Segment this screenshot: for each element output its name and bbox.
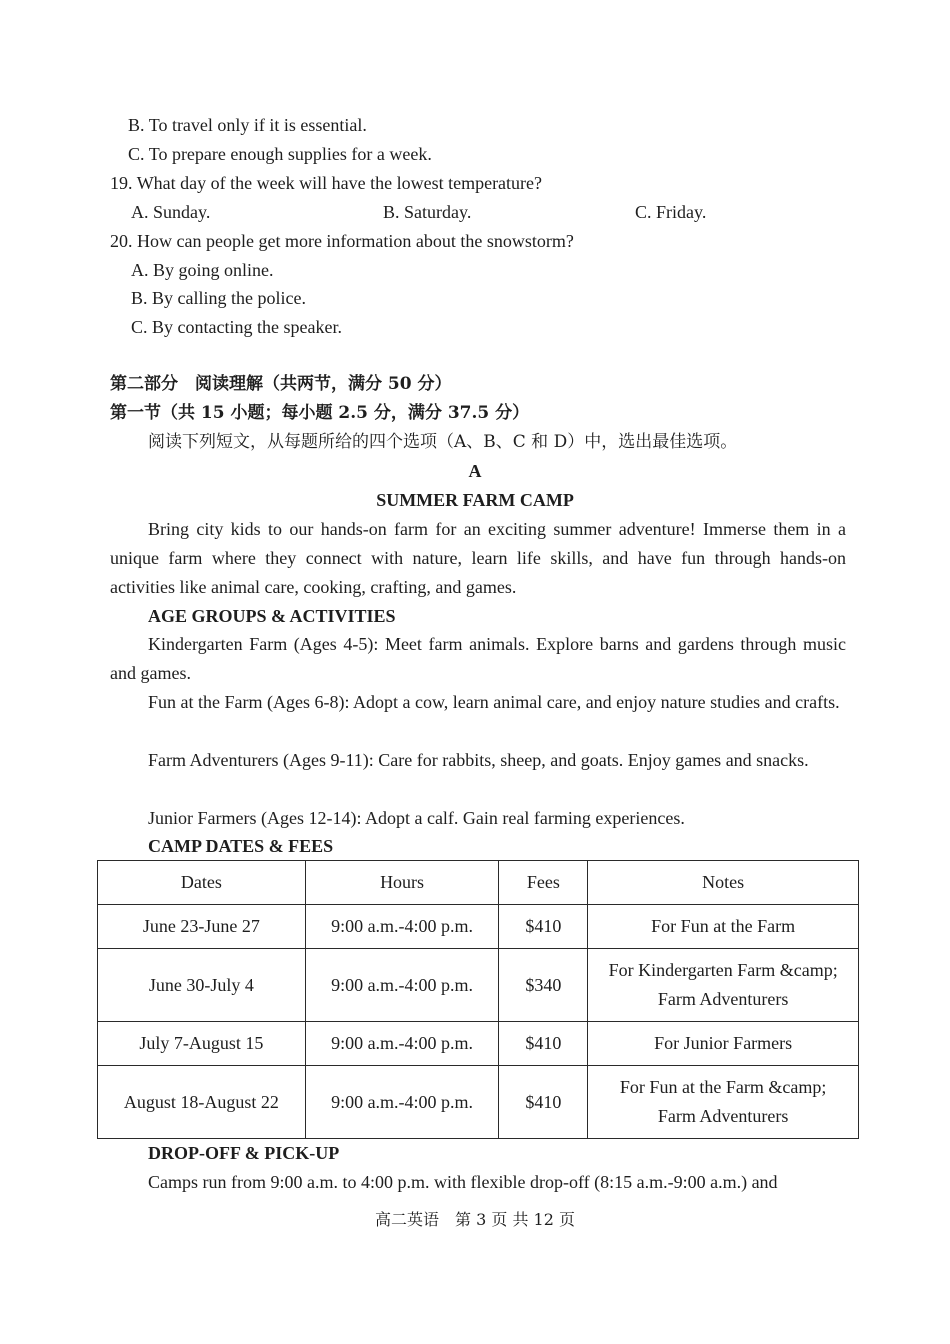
dropoff-text: Camps run from 9:00 a.m. to 4:00 p.m. with flexible drop-off (8:15 a.m.-9:00 a.m.) and <box>148 1172 778 1192</box>
q20-option-b <box>131 286 306 310</box>
part-title: 第二部分 阅读理解（共两节，满分 50 分） <box>110 374 452 394</box>
age-group-kindergarten: Kindergarten Farm (Ages 4-5): Meet farm animals. Explore barns and gardens through music and games. <box>110 634 846 683</box>
table-row <box>98 1066 859 1139</box>
option-letter: B. <box>131 288 148 308</box>
q20-option-a <box>131 258 274 282</box>
age-group-junior: Junior Farmers (Ages 12-14): Adopt a calf. Gain real farming experiences. <box>148 808 685 828</box>
q20-option-c <box>131 315 342 339</box>
cell-hours: 9:00 a.m.-4:00 p.m. <box>305 1066 499 1139</box>
option-letter: A. <box>131 202 149 222</box>
cell-notes <box>588 949 859 1022</box>
option-letter: B. <box>383 202 400 222</box>
q19-stem <box>110 171 542 195</box>
q19-option-a <box>131 200 210 224</box>
question-number: 19. <box>110 173 133 193</box>
cell-notes <box>588 905 859 949</box>
q19-option-c <box>635 200 706 224</box>
option-text: To prepare enough supplies for a week. <box>148 144 432 164</box>
q20-stem <box>110 229 574 253</box>
cell-hours: 9:00 a.m.-4:00 p.m. <box>305 1022 499 1066</box>
cell-notes <box>588 1022 859 1066</box>
table-row <box>98 905 859 949</box>
option-text: To travel only if it is essential. <box>148 115 367 135</box>
question-text: How can people get more information about the snowstorm? <box>137 231 574 251</box>
cell-fees: $410 <box>499 905 588 949</box>
cell-fees: $340 <box>499 949 588 1022</box>
option-letter: A. <box>131 260 149 280</box>
option-text: Sunday. <box>153 202 211 222</box>
notes-line: For Junior Farmers <box>654 1033 793 1053</box>
cell-dates: June 23-June 27 <box>98 905 306 949</box>
cell-dates: June 30-July 4 <box>98 949 306 1022</box>
q19-option-b <box>383 200 471 224</box>
notes-line: For Kindergarten Farm &camp; <box>608 960 838 980</box>
notes-line: For Fun at the Farm <box>651 916 796 936</box>
option-letter: C. <box>128 144 145 164</box>
cell-fees: $410 <box>499 1022 588 1066</box>
table-row <box>98 949 859 1022</box>
notes-line: Farm Adventurers <box>657 989 789 1009</box>
age-groups-heading: AGE GROUPS & ACTIVITIES <box>148 606 396 626</box>
age-group-adventurers: Farm Adventurers (Ages 9-11): Care for rabbits, sheep, and goats. Enjoy games and snacks. <box>148 750 809 770</box>
table-header-row <box>98 861 859 905</box>
instruction: 阅读下列短文，从每题所给的四个选项（A、B、C 和 D）中，选出最佳选项。 <box>148 432 738 452</box>
cell-hours: 9:00 a.m.-4:00 p.m. <box>305 949 499 1022</box>
dropoff-heading: DROP-OFF & PICK-UP <box>148 1143 340 1163</box>
notes-line: Farm Adventurers <box>657 1106 789 1126</box>
header-dates: Dates <box>98 861 306 905</box>
cell-hours: 9:00 a.m.-4:00 p.m. <box>305 905 499 949</box>
page-footer: 高二英语 第 3 页 共 12 页 <box>375 1210 575 1229</box>
option-letter: C. <box>635 202 652 222</box>
passage-letter: A <box>468 461 482 481</box>
age-group-fun-at-farm: Fun at the Farm (Ages 6-8): Adopt a cow, learn animal care, and enjoy nature studies and crafts. <box>148 692 840 712</box>
q18-option-b <box>128 113 367 137</box>
cell-dates: July 7-August 15 <box>98 1022 306 1066</box>
option-text: By going online. <box>153 260 274 280</box>
option-text: Saturday. <box>404 202 472 222</box>
header-fees: Fees <box>499 861 588 905</box>
question-text: What day of the week will have the lowest temperature? <box>136 173 543 193</box>
cell-fees: $410 <box>499 1066 588 1139</box>
cell-notes <box>588 1066 859 1139</box>
header-hours: Hours <box>305 861 499 905</box>
camp-dates-table <box>97 860 859 1139</box>
option-text: Friday. <box>656 202 707 222</box>
table-row <box>98 1022 859 1066</box>
dates-fees-heading: CAMP DATES & FEES <box>148 836 334 856</box>
header-notes: Notes <box>588 861 859 905</box>
passage-title: SUMMER FARM CAMP <box>376 490 574 510</box>
section-title: 第一节（共 15 小题；每小题 2.5 分，满分 37.5 分） <box>110 403 530 423</box>
option-text: By contacting the speaker. <box>152 317 342 337</box>
option-text: By calling the police. <box>152 288 306 308</box>
notes-line: For Fun at the Farm &camp; <box>619 1077 827 1097</box>
intro-paragraph: Bring city kids to our hands-on farm for an exciting summer adventure! Immerse them in a unique farm where they connect with nature, learn life skills, and have fun through hands-on activities like animal care, cooking, crafting, and games. <box>110 519 846 597</box>
question-number: 20. <box>110 231 133 251</box>
cell-dates: August 18-August 22 <box>98 1066 306 1139</box>
q18-option-c <box>128 142 432 166</box>
option-letter: C. <box>131 317 148 337</box>
option-letter: B. <box>128 115 145 135</box>
